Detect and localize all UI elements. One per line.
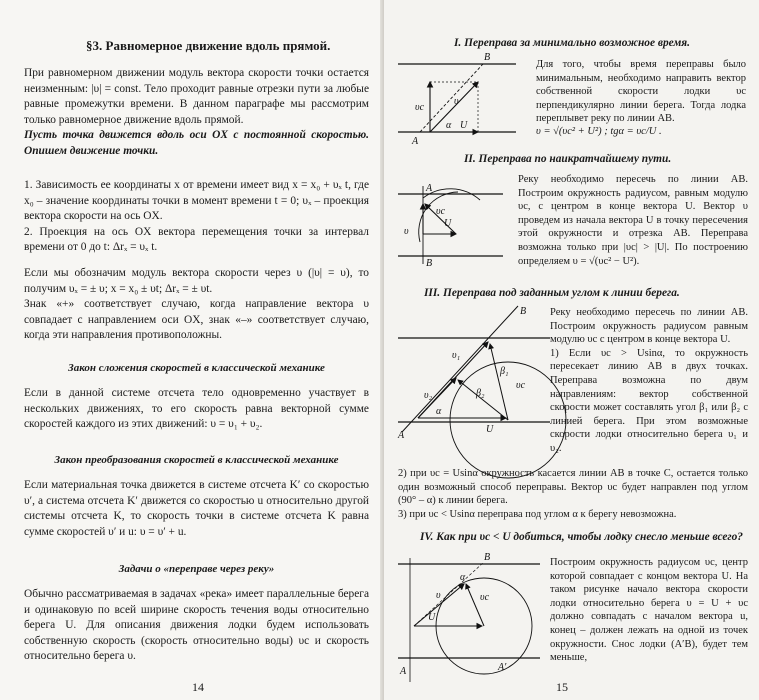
label-vc: υc (415, 102, 425, 113)
intro-block (24, 66, 369, 160)
sign-formula: Если мы обозначим модуль вектора скорости через υ (|υ| = υ), то получим υₓ = ± υ; x = x₀ ± υt; Δrₓ = ± υt. (24, 267, 369, 295)
label-v: υ (454, 96, 459, 107)
addition-law-title: Закон сложения скоростей в классической механике (68, 362, 325, 374)
page-number-left: 14 (192, 680, 204, 694)
section-title: §3. Равномерное движение вдоль прямой. (86, 38, 331, 53)
s3-case-1: 1) Если υc > Usinα, то окружность пересекает линию AB в двух точках. Переправа возможна по двум направлениям: вектор собственной скорости может составлять угол β₁ или β₂ с линией берега. При этом возможные скорости лодки относительно берега υ₁ и υ₂. (550, 347, 748, 454)
point-2: 2. Проекция на ось OX вектора перемещения точки за интервал времени от 0 до t: Δrₓ = υₓ t. (24, 225, 369, 254)
transform-law-text: Если материальная точка движется в системе отсчета K′ со скоростью υ′, а система отсчета K′ движется со скоростью u относительно другой системы отсчета K, то скорость точки в системе отсчета K равна сумме скоростей υ′ и u: υ = υ′ + u. (24, 479, 369, 538)
intro-paragraph: При равномерном движении модуль вектора скорости точки остается неизменным: |υ| = const. Тело проходит равные отрезки пути за любые равные промежутки времени. В данном параграфе мы рассмотрим только равномерное движение вдоль прямой. (24, 67, 369, 126)
points-block (24, 178, 369, 256)
label-alpha: α (446, 120, 452, 131)
label-A2: A (426, 183, 433, 194)
page-number-right: 15 (556, 680, 568, 694)
s3-text (550, 306, 748, 456)
s3-case-3: 3) при υc < Usinα переправа под углом α к берегу невозможна. (398, 508, 677, 520)
label-U2: U (444, 218, 452, 229)
figure-shortest-path (398, 182, 508, 272)
transform-law-title: Закон преобразования скоростей в классической механике (54, 454, 339, 466)
sign-explanation: Знак «+» соответствует случаю, когда направление вектора υ совпадает с направлением оси OX, знак «–» соответствует случаю, когда эти направления противоположны. (24, 298, 369, 342)
s1-title: I. Переправа за минимально возможное время. (454, 37, 690, 49)
label-A4: A (400, 666, 407, 677)
label-beta1: β₁ (500, 366, 509, 377)
label-A3: A (398, 430, 405, 441)
label-beta2: β₂ (476, 388, 485, 399)
intro-task: Пусть точка движется вдоль оси OX с постоянной скоростью. Опишем движение точки. (24, 129, 369, 157)
figure-min-time (398, 52, 518, 152)
sign-note-block (24, 266, 369, 344)
s2-text: Реку необходимо пересечь по линии AB. Построим окружность радиусом, равным модулю υc, с центром в конце вектора U. Вектор υ проведем из начала вектора U в точку пересечения этой окружности и отрезка AB. Переправа возможна только при |υc| > |U|. По построению определяем υ = √(υc² − U²). (518, 174, 748, 267)
label-alpha4: α (460, 572, 466, 583)
river-problems-text: Обычно рассматриваемая в задачах «река» имеет параллельные берега и одинаковую по всей ширине скорость течения воды относительно берега U. Для описания движения лодки будем использовать собственную скорость (скорость относительно воды) υc и скорость относительно берега υ. (24, 588, 369, 663)
s3-title: III. Переправа под заданным углом к линии берега. (424, 287, 680, 299)
s2-title: II. Переправа по наикратчайшему пути. (464, 153, 672, 165)
figure-given-angle (398, 300, 553, 445)
label-A-prime: A′ (498, 662, 507, 673)
label-U: U (460, 120, 468, 131)
point-1: 1. Зависимость ее координаты x от времени имеет вид x = x₀ + υₓ t, где x₀ – значение координаты точки в момент времени t = 0; υₓ – проекция вектора скорости на ось OX. (24, 179, 369, 223)
label-B3: B (520, 306, 527, 317)
figure-min-drift (398, 550, 543, 695)
right-page (384, 0, 759, 700)
addition-law-text: Если в данной системе отсчета тело одновременно участвует в нескольких движениях, то его скорость равна векторной сумме скоростей каждого из этих движений: υ = υ₁ + υ₂. (24, 387, 369, 431)
label-U3: U (486, 424, 494, 435)
s4-title: IV. Как при υc < U добиться, чтобы лодку снесло меньше всего? (420, 531, 743, 543)
s3-intro: Реку необходимо пересечь по линии AB. Построим окружность радиусом равным модулю υc с центром в конце вектора U. (550, 307, 748, 346)
label-A: A (412, 136, 419, 147)
label-alpha3: α (436, 406, 442, 417)
s3-cases-block (398, 467, 748, 521)
river-problems-title: Задачи о «переправе через реку» (118, 563, 275, 575)
label-v1: υ₁ (452, 350, 461, 361)
label-vc4: υc (480, 592, 490, 603)
s4-text: Построим окружность радиусом υc, центр которой совпадает с концом вектора U. На таком рисунке начало вектора скорости лодки относительно берега υ = U + υc должно совпадать с началом вектора u, конец – должен лежать на одной из точек окружности. Снос лодки (A′B), будет тем меньше, (550, 557, 748, 664)
label-U4: U (428, 612, 436, 623)
label-v4: υ (436, 590, 441, 601)
label-B2: B (426, 258, 433, 269)
s1-text: Для того, чтобы время переправы было минимальным, необходимо направить вектор собственной скорости лодки υc перпендикулярно линии берега. Тогда лодка переплывет реку по линии AB. (536, 59, 746, 125)
label-vc3: υc (516, 380, 526, 391)
label-v2b: υ₂ (424, 390, 433, 401)
label-B: B (484, 52, 491, 63)
s1-formula: υ = √(υc² + U²) ; tgα = υc/U . (536, 126, 662, 137)
label-v2: υ (404, 226, 409, 237)
label-B4: B (484, 552, 491, 563)
label-vc2: υc (436, 206, 446, 217)
s3-case-2: 2) при υc = Usinα окружность касается линии AB в точке C, остается только один возможный способ переправы. Вектор υc будет направлен под углом (90° – α) к линии берега. (398, 468, 748, 507)
